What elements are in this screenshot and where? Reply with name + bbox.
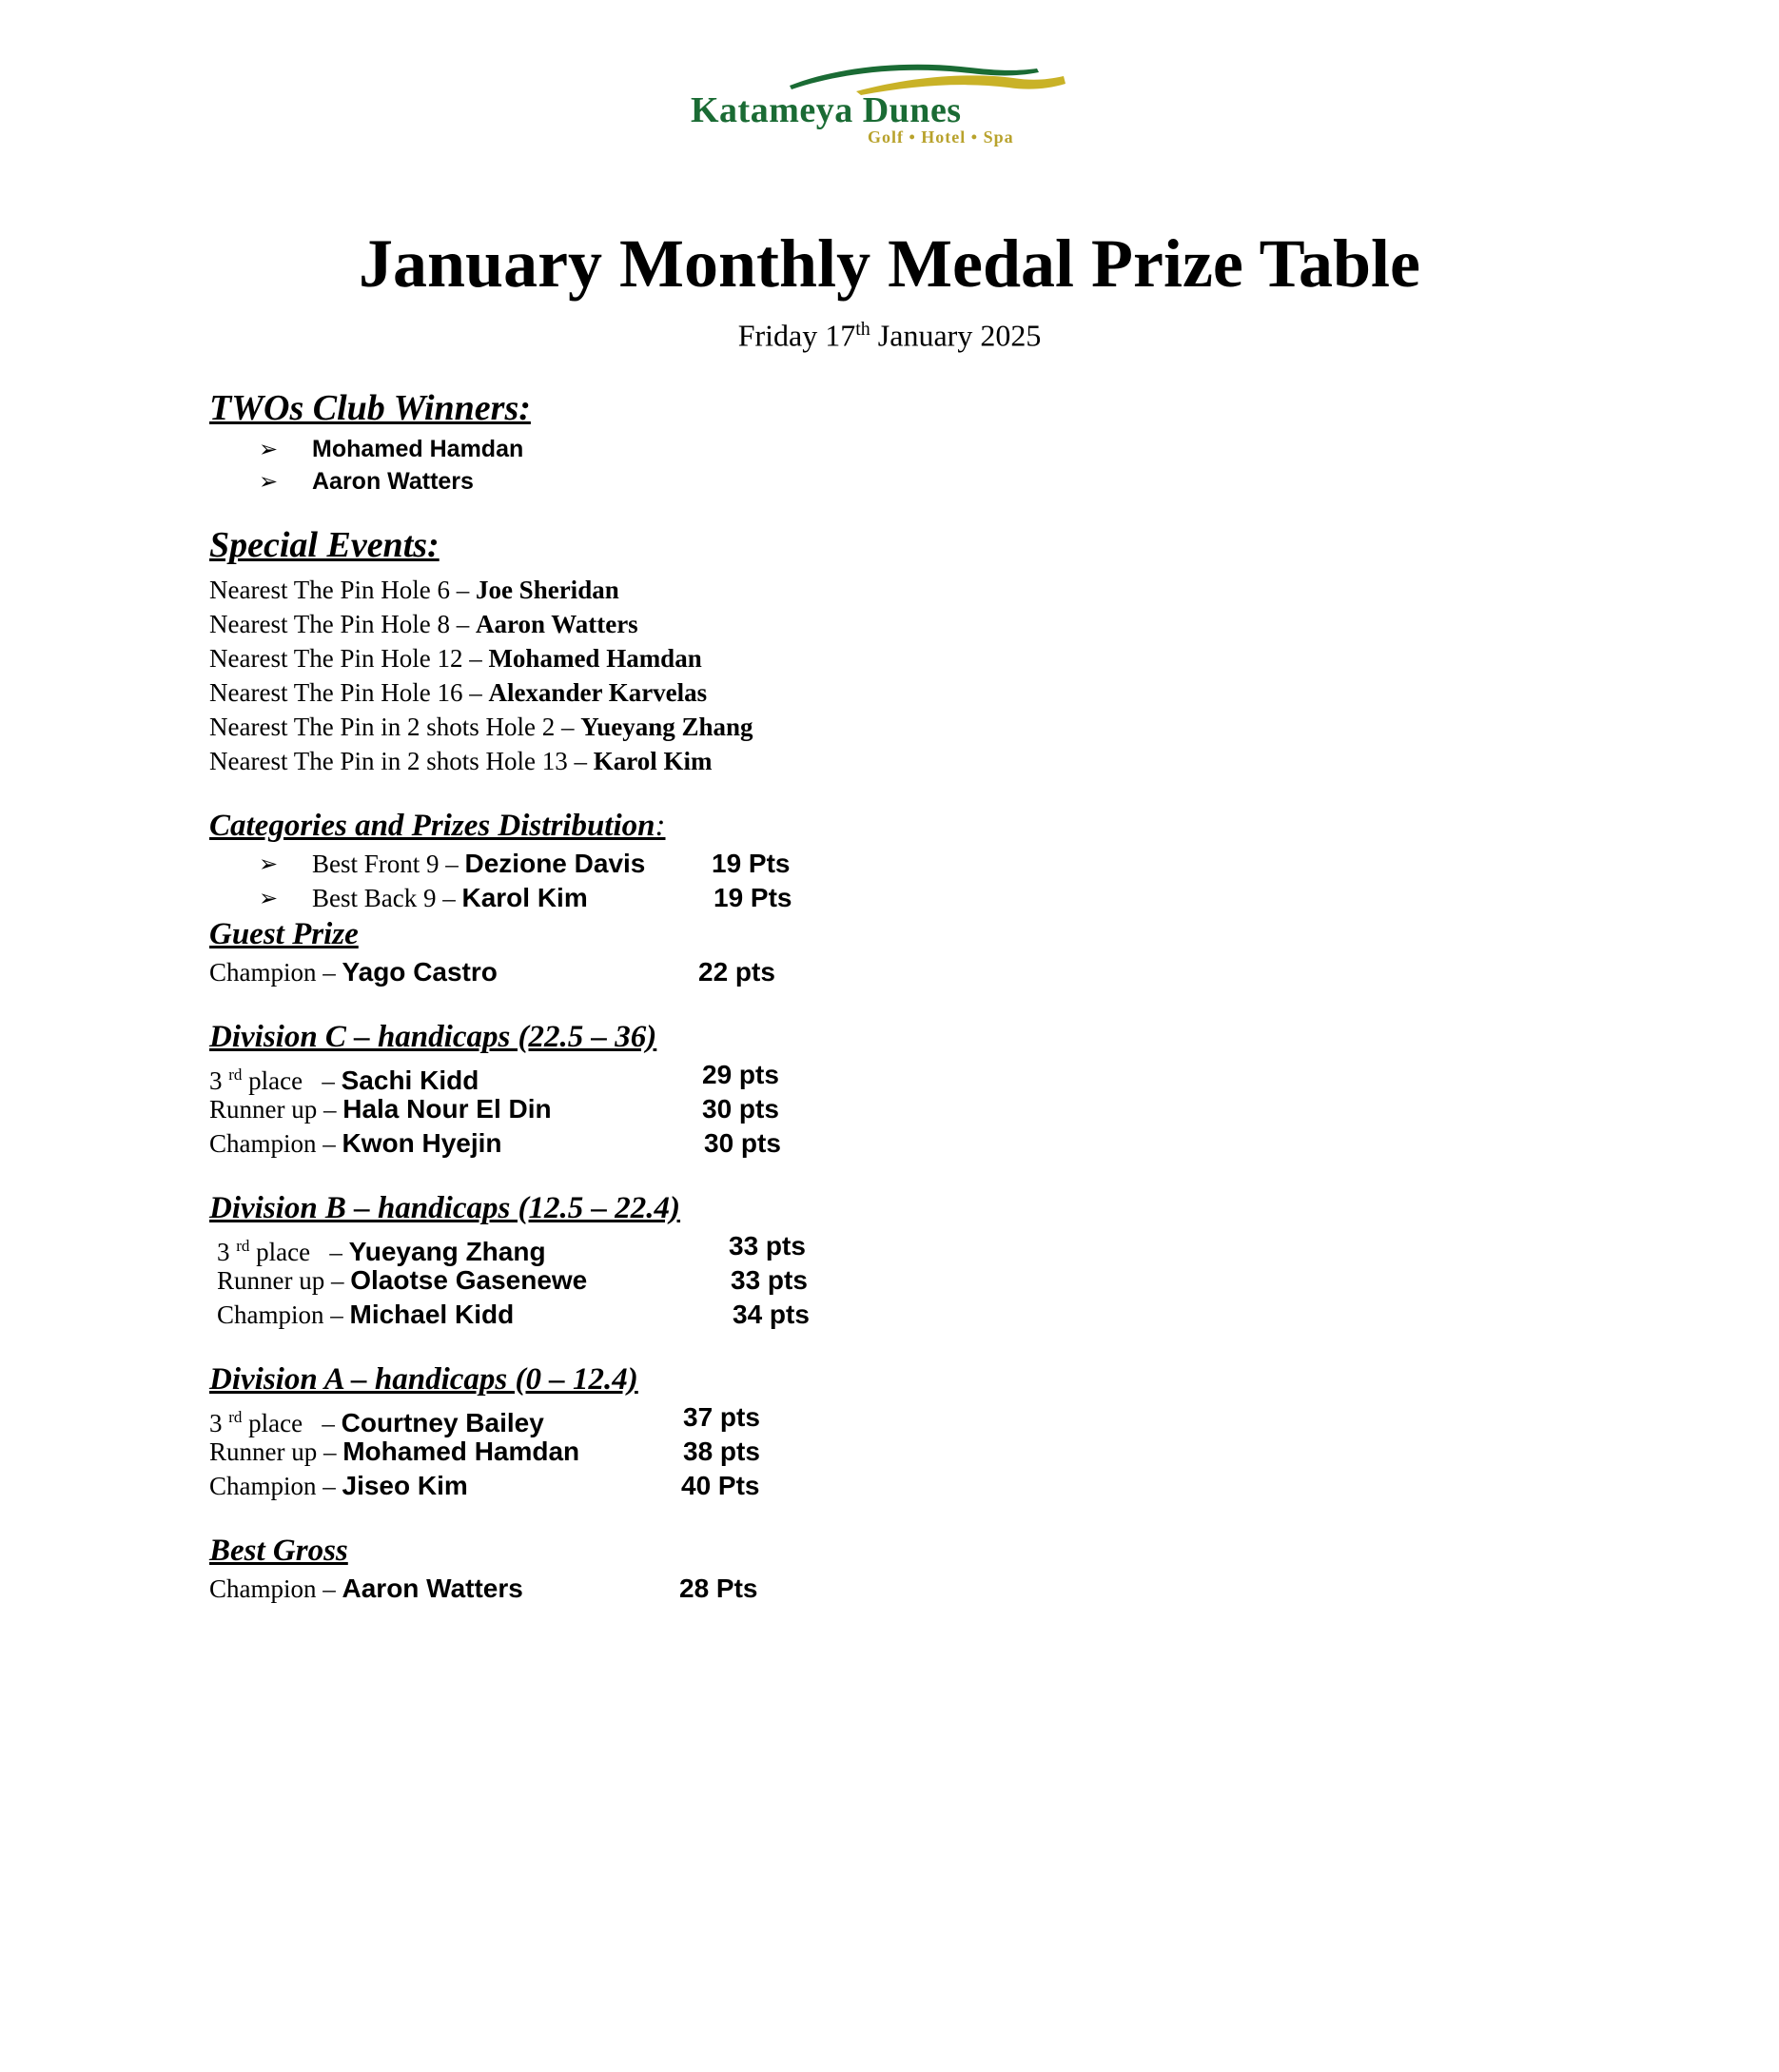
event-label: Nearest The Pin Hole 8 – [209,610,476,638]
division-a-heading: Division A – handicaps (0 – 12.4) [209,1362,638,1397]
event-label: Nearest The Pin in 2 shots Hole 13 – [209,747,594,775]
points: 28 Pts [679,1574,758,1603]
placing-label: place – [242,1066,342,1095]
katameya-dunes-logo [685,59,1085,154]
winner-name: Kwon Hyejin [342,1128,502,1158]
event-label: Nearest The Pin in 2 shots Hole 2 – [209,713,581,741]
points: 30 pts [702,1094,779,1124]
category-points: 19 Pts [714,883,792,912]
division-b-row-2 [217,1263,845,1298]
placing-label: place – [249,1238,349,1266]
placing-label: place – [242,1409,342,1437]
special-event-3 [209,641,702,675]
placing-label: Runner up – [209,1437,343,1466]
best-gross-row [209,1572,818,1606]
points: 33 pts [731,1265,808,1295]
event-label: Nearest The Pin Hole 16 – [209,678,489,707]
winner-name: Michael Kidd [349,1300,515,1329]
event-winner: Mohamed Hamdan [488,644,702,673]
place-number: 3 [209,1409,223,1437]
event-winner: Aaron Watters [475,610,638,638]
points: 37 pts [683,1402,760,1432]
winner-name: Jiseo Kim [342,1471,468,1500]
date-suffix-sup: th [855,319,870,340]
division-b-heading: Division B – handicaps (12.5 – 22.4) [209,1191,681,1225]
place-number: 3 [217,1238,230,1266]
winner-name: Yueyang Zhang [348,1237,546,1266]
twos-heading: TWOs Club Winners: [209,388,531,428]
placing-label: Runner up – [209,1095,343,1124]
best-gross-heading: Best Gross [209,1534,348,1568]
winner-name: Olaotse Gasenewe [350,1265,588,1295]
division-c-row-1 [209,1058,818,1095]
category-row-1 [312,847,807,881]
event-date [0,310,1779,355]
winner-name: Aaron Watters [342,1574,523,1603]
place-suffix: rd [228,1065,243,1084]
arrow-bullet-icon: ➢ [259,436,279,462]
category-label: Best Back 9 – [312,884,462,912]
division-a-row-3 [209,1469,818,1503]
division-b-row-3 [217,1298,845,1332]
special-event-6 [209,744,712,778]
category-winner: Dezione Davis [464,849,646,878]
date-rest: January 2025 [870,318,1042,353]
special-event-1 [209,573,619,607]
winner-name: Yago Castro [342,957,498,987]
points: 29 pts [702,1060,779,1089]
guest-row [209,955,818,989]
category-points: 19 Pts [712,849,791,878]
event-label: Nearest The Pin Hole 12 – [209,644,489,673]
points: 34 pts [733,1300,810,1329]
categories-heading-text: Categories and Prizes Distribution [209,809,655,843]
arrow-bullet-icon: ➢ [259,850,279,877]
winner-name: Courtney Bailey [341,1408,544,1437]
special-event-5 [209,710,753,744]
division-a-row-2 [209,1435,818,1469]
twos-winner-2: Aaron Watters [312,468,474,495]
placing-label: Runner up – [217,1266,351,1295]
placing-label: Champion – [209,958,342,987]
categories-heading [209,807,666,845]
logo-tagline: Golf • Hotel • Spa [868,127,1014,147]
winner-name: Hala Nour El Din [342,1094,552,1124]
special-events-heading: Special Events: [209,525,440,565]
categories-heading-colon: : [655,809,666,843]
special-event-2 [209,607,638,641]
winner-name: Sachi Kidd [341,1065,479,1095]
place-suffix: rd [228,1408,243,1426]
points: 22 pts [698,957,775,987]
place-number: 3 [209,1066,223,1095]
placing-label: Champion – [209,1129,342,1158]
points: 33 pts [729,1231,806,1261]
points: 40 Pts [681,1471,760,1500]
points: 38 pts [683,1437,760,1466]
event-winner: Joe Sheridan [475,576,619,604]
division-a-row-1 [209,1400,818,1435]
twos-winner-1: Mohamed Hamdan [312,436,524,462]
arrow-bullet-icon: ➢ [259,468,279,495]
place-suffix: rd [236,1237,250,1255]
event-winner: Yueyang Zhang [580,713,753,741]
winner-name: Mohamed Hamdan [342,1437,580,1466]
special-event-4 [209,675,707,710]
placing-label: Champion – [209,1574,342,1603]
division-c-row-2 [209,1092,818,1126]
event-label: Nearest The Pin Hole 6 – [209,576,476,604]
logo-name: Katameya Dunes [691,90,962,130]
guest-prize-heading: Guest Prize [209,917,359,951]
arrow-bullet-icon: ➢ [259,885,279,911]
placing-label: Champion – [209,1472,342,1500]
division-b-row-1 [217,1229,845,1266]
event-winner: Alexander Karvelas [488,678,708,707]
date-prefix: Friday 17 [737,318,856,353]
event-winner: Karol Kim [593,747,713,775]
division-c-heading: Division C – handicaps (22.5 – 36) [209,1020,657,1054]
category-row-2 [312,881,807,915]
division-c-row-3 [209,1126,818,1161]
category-label: Best Front 9 – [312,850,465,878]
category-winner: Karol Kim [461,883,588,912]
placing-label: Champion – [217,1300,350,1329]
page-title: January Monthly Medal Prize Table [359,225,1420,302]
points: 30 pts [704,1128,781,1158]
